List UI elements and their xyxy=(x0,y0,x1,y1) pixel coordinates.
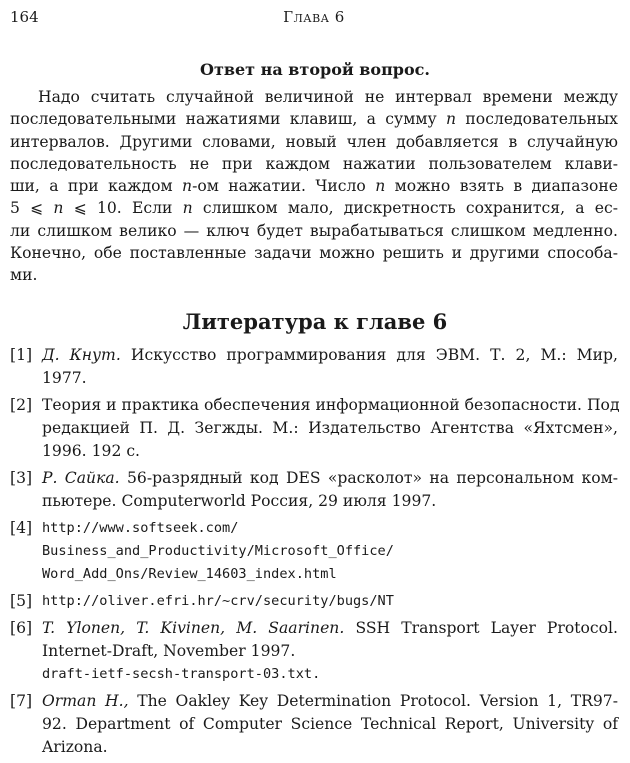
reference-number: [5] xyxy=(10,592,33,610)
paragraph-line: Надо считать случайной величиной не интервал времени между xyxy=(38,88,618,106)
reference-item: [3] Р. Сайка. 56-разрядный код DES «расколот» на персональном ком- пьютере. Computerworld Россия, 29 июля 1997. xyxy=(10,469,618,510)
paragraph-line: Конечно, обе поставленные задачи можно решить и другими способа- xyxy=(10,244,618,263)
reference-author: T. Ylonen, T. Kivinen, M. Saarinen. xyxy=(42,619,345,637)
reference-number: [6] xyxy=(10,619,33,637)
reference-draft-id: draft-ietf-secsh-transport-03.txt. xyxy=(42,666,321,682)
paragraph-line: ли слишком велико — ключ будет вырабатываться слишком медленно. xyxy=(10,221,618,240)
reference-number: [1] xyxy=(10,346,33,364)
paragraph-line: 5 ⩽ n ⩽ 10. Если n слишком мало, дискретность сохранится, а ес- xyxy=(10,199,618,218)
paragraph-line: ми. xyxy=(10,266,38,285)
reference-author: Д. Кнут. xyxy=(42,346,121,364)
answer-paragraph xyxy=(10,86,618,287)
reference-item: [1] Д. Кнут. Искусство программирования для ЭВМ. Т. 2, М.: Мир, 1977. xyxy=(10,346,618,387)
reference-url[interactable]: Word_Add_Ons/Review_14603_index.html xyxy=(42,566,337,582)
reference-url[interactable]: http://www.softseek.com/ xyxy=(42,520,239,536)
literature-heading: Литература к главе 6 xyxy=(182,309,448,334)
reference-number: [4] xyxy=(10,519,33,537)
reference-item xyxy=(10,517,618,586)
reference-number: [2] xyxy=(10,396,33,414)
reference-number: [7] xyxy=(10,692,33,710)
reference-number: [3] xyxy=(10,469,33,487)
answer-heading: Ответ на второй вопрос. xyxy=(200,60,430,79)
reference-item: [7] Orman H., The Oakley Key Determination Protocol. Version 1, TR97- 92. Department of Computer Science Technical Report, University of Arizona. xyxy=(10,692,618,756)
reference-url[interactable]: Business_and_Productivity/Microsoft_Office/ xyxy=(42,543,394,559)
reference-list xyxy=(10,344,618,763)
page-number: 164 xyxy=(10,8,39,26)
running-head: Глава 6 xyxy=(283,8,345,26)
paragraph-line: последовательность не при каждом нажатии пользователем клави- xyxy=(10,154,618,173)
reference-item xyxy=(10,590,618,613)
reference-item: [6] T. Ylonen, T. Kivinen, M. Saarinen. SSH Transport Layer Protocol. Internet-Draft, November 1997. draft-ietf-secsh-transport-03.txt. xyxy=(10,617,618,686)
reference-item: [2] Теория и практика обеспечения информационной безопасности. Под редакцией П. Д. Зегжды. М.: Издательство Агентства «Яхтсмен», 1996. 192 с. xyxy=(10,396,620,460)
page-header xyxy=(10,8,618,30)
reference-author: Orman H., xyxy=(42,692,129,710)
paragraph-line: ши, а при каждом n-ом нажатии. Число n можно взять в диапазоне xyxy=(10,177,619,196)
paragraph-line: последовательными нажатиями клавиш, а сумму n последовательных xyxy=(10,110,618,129)
paragraph-line: интервалов. Другими словами, новый член добавляется в случайную xyxy=(10,132,618,151)
reference-author: Р. Сайка. xyxy=(42,469,120,487)
reference-url[interactable]: http://oliver.efri.hr/~crv/security/bugs/NT xyxy=(42,593,394,609)
